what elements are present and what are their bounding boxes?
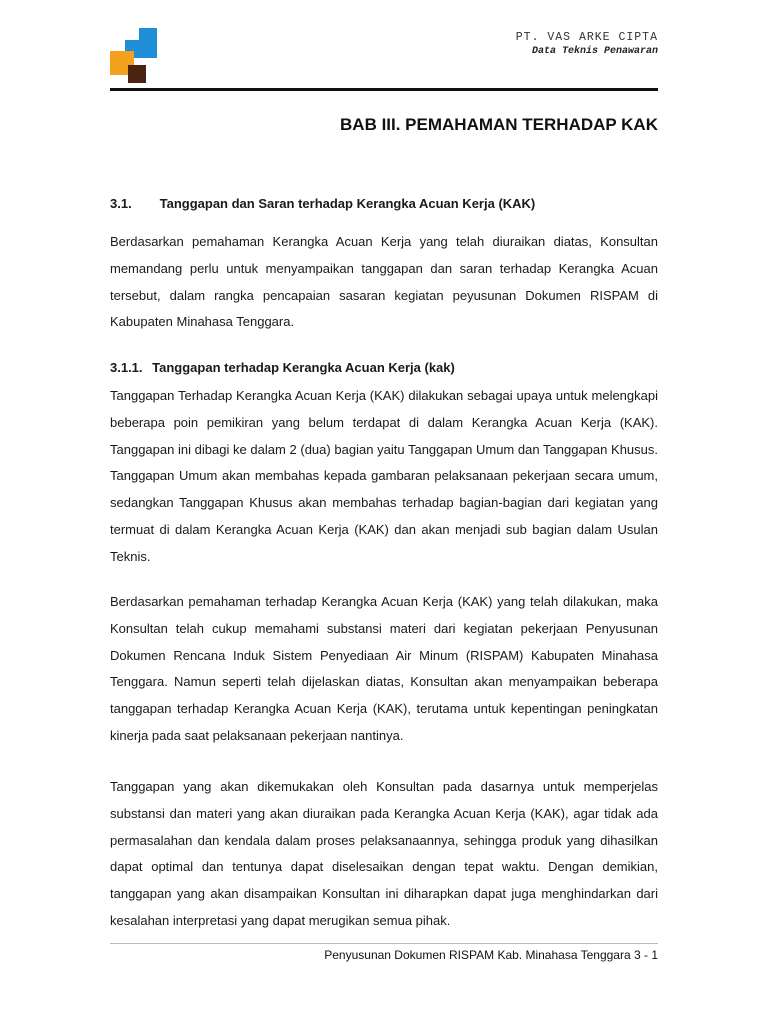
footer-text: Penyusunan Dokumen RISPAM Kab. Minahasa Tenggara 3 - 1 xyxy=(324,948,658,962)
logo-notch xyxy=(125,28,139,40)
paragraph-3: Berdasarkan pemahaman terhadap Kerangka Acuan Kerja (KAK) yang telah dilakukan, maka Konsultan telah cukup memahami substansi materi dari kegiatan pekerjaan Penyusunan Dokumen Rencana Induk Sistem Penyediaan Air Minum (RISPAM) Kabupaten Minahasa Tenggara. Namun seperti telah dijelaskan diatas, Konsultan akan menyampaikan beberapa tanggapan terhadap Kerangka Acuan Kerja (KAK), terutama untuk kepentingan peningkatan kinerja pada saat pelaksanaan pekerjaan nantinya. xyxy=(110,594,658,743)
logo-brown-square xyxy=(128,65,146,83)
section-title: Tanggapan dan Saran terhadap Kerangka Acuan Kerja (KAK) xyxy=(159,196,536,211)
header-divider xyxy=(110,88,658,91)
section-number: 3.1. xyxy=(110,196,132,211)
section-heading xyxy=(110,196,535,211)
chapter-title: BAB III. PEMAHAMAN TERHADAP KAK xyxy=(340,115,658,134)
subsection-title: Tanggapan terhadap Kerangka Acuan Kerja (kak) xyxy=(152,360,455,375)
subsection-number: 3.1.1. xyxy=(110,360,143,375)
subsection-heading xyxy=(110,360,455,375)
company-logo xyxy=(110,28,158,86)
footer-divider xyxy=(110,943,658,944)
paragraph-2: Tanggapan Terhadap Kerangka Acuan Kerja (KAK) dilakukan sebagai upaya untuk melengkapi beberapa poin pemikiran yang belum terdapat di dalam Kerangka Acuan Kerja (KAK). Tanggapan ini dibagi ke dalam 2 (dua) bagian yaitu Tanggapan Umum dan Tanggapan Khusus. Tanggapan Umum akan membahas kepada gambaran pelaksanaan pekerjaan secara umum, sedangkan Tanggapan Khusus akan membahas terhadap bagian-bagian dari kegiatan yang termuat di dalam Kerangka Acuan Kerja (KAK) dan akan menjadi sub bagian dalam Usulan Teknis. xyxy=(110,388,658,564)
paragraph-1: Berdasarkan pemahaman Kerangka Acuan Kerja yang telah diuraikan diatas, Konsultan memandang perlu untuk menyampaikan tanggapan dan saran terhadap Kerangka Acuan tersebut, dalam rangka pencapaian sasaran kegiatan peyusunan Dokumen RISPAM di Kabupaten Minahasa Tenggara. xyxy=(110,234,658,330)
header-company-name: PT. VAS ARKE CIPTA xyxy=(515,31,658,44)
paragraph-4: Tanggapan yang akan dikemukakan oleh Konsultan pada dasarnya untuk memperjelas substansi dan materi yang akan diuraikan pada Kerangka Acuan Kerja (KAK), agar tidak ada permasalahan dan kendala dalam proses pelaksanaannya, sehingga produk yang dihasilkan dapat optimal dan tentunya dapat diselesaikan dengan tepat waktu. Dengan demikian, tanggapan yang akan disampaikan Konsultan ini diharapkan dapat juga menghindarkan dari kesalahan interpretasi yang dapat merugikan semua pihak. xyxy=(110,779,658,928)
header-subtitle: Data Teknis Penawaran xyxy=(531,46,658,57)
